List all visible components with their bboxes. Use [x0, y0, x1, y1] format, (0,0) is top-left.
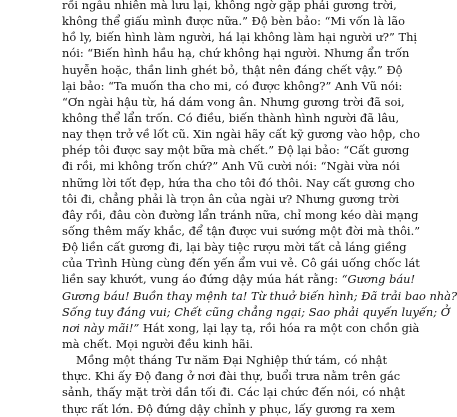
text-line-18: liền say khướt, vung áo đứng dậy múa hát rằng: “Gương báu! — [62, 272, 416, 287]
text-line-21: nơi này mãi!” Hát xong, lại lạy tạ, rồi hóa ra một con chồn già — [62, 320, 420, 335]
text-line-14: đây rồi, đâu còn đường lẩn tránh nữa, chỉ mong kéo dài mạng — [62, 207, 419, 222]
text-line-3: hồ ly, biến hình làm người, há lại không làm hại người ư?” Thị — [62, 30, 418, 45]
text-line-12: những lời tốt đẹp, hứa tha cho tôi đó thôi. Nay cất gương cho — [62, 175, 415, 190]
text-line-11: đi rồi, mi không trốn chứ?” Anh Vũ cười nói: “Ngài vừa nói — [62, 159, 400, 174]
text-line-20: Sống tuy đáng vui; Chết cũng chẳng ngại; Sao phải quyến luyến; Ở — [62, 304, 451, 319]
text-line-26: thực rất lớn. Độ đứng dậy chỉnh y phục, lấy gương ra xem — [62, 401, 396, 416]
text-line-5: huyễn hoặc, thần linh ghét bỏ, thật nên đáng chết vậy.” Độ — [62, 62, 403, 77]
text-line-17: của Trình Hùng cùng đến yến ẩm vui vẻ. Cô gái uống chốc lát — [62, 256, 420, 271]
text-line-25: sảnh, thấy mặt trời dần tối đi. Các lại chức đến nói, có nhật — [62, 385, 406, 400]
text-line-19: Gương báu! Buồn thay mệnh ta! Từ thuở biến hình; Đã trải bao nhà? — [62, 288, 457, 303]
text-line-4: nói: “Biến hình hầu hạ, chứ không hại người. Nhưng ẩn trốn — [62, 46, 410, 61]
body-text — [62, 0, 457, 416]
text-line-15: sống thêm mấy khắc, để tận được vui sướng một đời mà thôi.” — [62, 223, 421, 238]
text-line-24: thực. Khi ấy Độ đang ở nơi đài thự, buổi trưa nằm trên gác — [62, 369, 401, 384]
text-line-22: mà chết. Mọi người đều kinh hãi. — [62, 336, 254, 351]
text-line-9: nay thẹn trở về lốt cũ. Xin ngài hãy cất kỹ gương vào hộp, cho — [62, 127, 420, 142]
text-line-10: phép tôi được say một bữa mà chết.” Độ lại bảo: “Cất gương — [62, 143, 410, 158]
text-line-6: lại bảo: “Ta muốn tha cho mi, có được không?” Anh Vũ nói: — [62, 78, 403, 93]
text-line-16: Độ liền cất gương đi, lại bày tiệc rượu mời tất cả láng giềng — [62, 240, 407, 255]
text-line-8: không thể lẩn trốn. Có điều, biến thành hình người đã lâu, — [62, 110, 400, 125]
text-line-13: tôi đi, chẳng phải là trọn ân của ngài ư? Nhưng gương trời — [62, 191, 399, 206]
text-line-1: rồi ngẫu nhiên mà lưu lại, không ngờ gặp phải gương trời, — [62, 0, 397, 12]
text-line-7: “Ơn ngài hậu từ, há dám vong ân. Nhưng gương trời đã soi, — [62, 94, 405, 109]
text-line-23: Mồng một tháng Tư năm Đại Nghiệp thứ tám, có nhật — [76, 353, 388, 368]
text-line-2: không thể giấu mình được nữa.” Độ bèn bảo: “Mi vốn là lão — [62, 14, 406, 29]
